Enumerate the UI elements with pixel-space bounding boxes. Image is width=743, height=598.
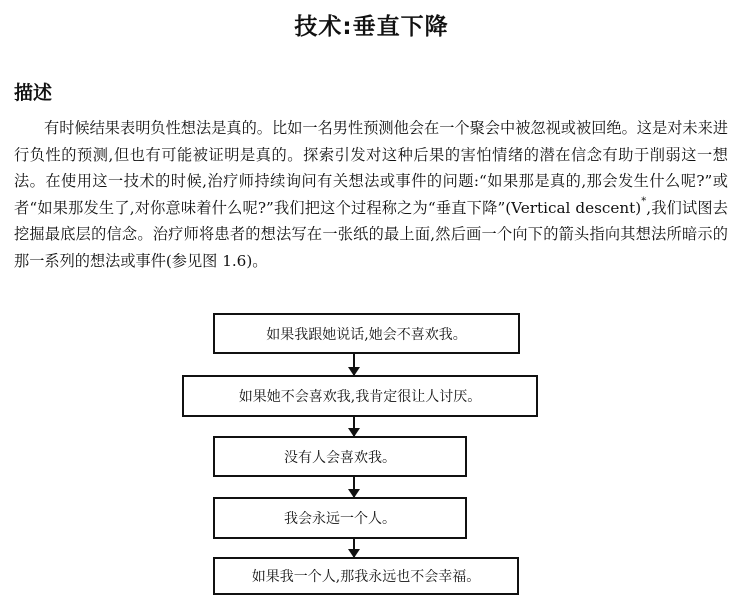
footnote-marker: * [641,196,647,208]
page-title: 技术:垂直下降 [294,14,449,40]
section-heading: 描述 [14,82,53,104]
flowchart-step-1: 如果我跟她说话,她会不喜欢我。 [213,313,520,354]
flowchart-step-4: 我会永远一个人。 [213,497,467,539]
body-paragraph [14,115,728,274]
flowchart-step-2: 如果她不会喜欢我,我肯定很让人讨厌。 [182,375,538,417]
paragraph-tail-text: ,我们试图去挖掘最底层的信念。治疗师将患者的想法写在一张纸的最上面,然后画一个向下的箭头指向其想法所暗示的那一系列的想法或事件(参见图 1.6)。 [14,198,728,270]
down-arrow-icon [353,354,355,375]
down-arrow-icon [353,477,355,497]
flowchart-step-3: 没有人会喜欢我。 [213,436,467,477]
down-arrow-icon [353,417,355,436]
paragraph-main-text: 有时候结果表明负性想法是真的。比如一名男性预测他会在一个聚会中被忽视或被回绝。这是对未来进行负性的预测,但也有可能被证明是真的。探索引发对这种后果的害怕情绪的潜在信念有助于削弱这一想法。在使用这一技术的时候,治疗师持续询问有关想法或事件的问题:“如果那是真的,那会发生什么呢?”或者“如果那发生了,对你意味着什么呢?”我们把这个过程称之为“垂直下降”(Vertical descent) [14,119,728,217]
flowchart-step-5: 如果我一个人,那我永远也不会幸福。 [213,557,519,595]
down-arrow-icon [353,539,355,557]
